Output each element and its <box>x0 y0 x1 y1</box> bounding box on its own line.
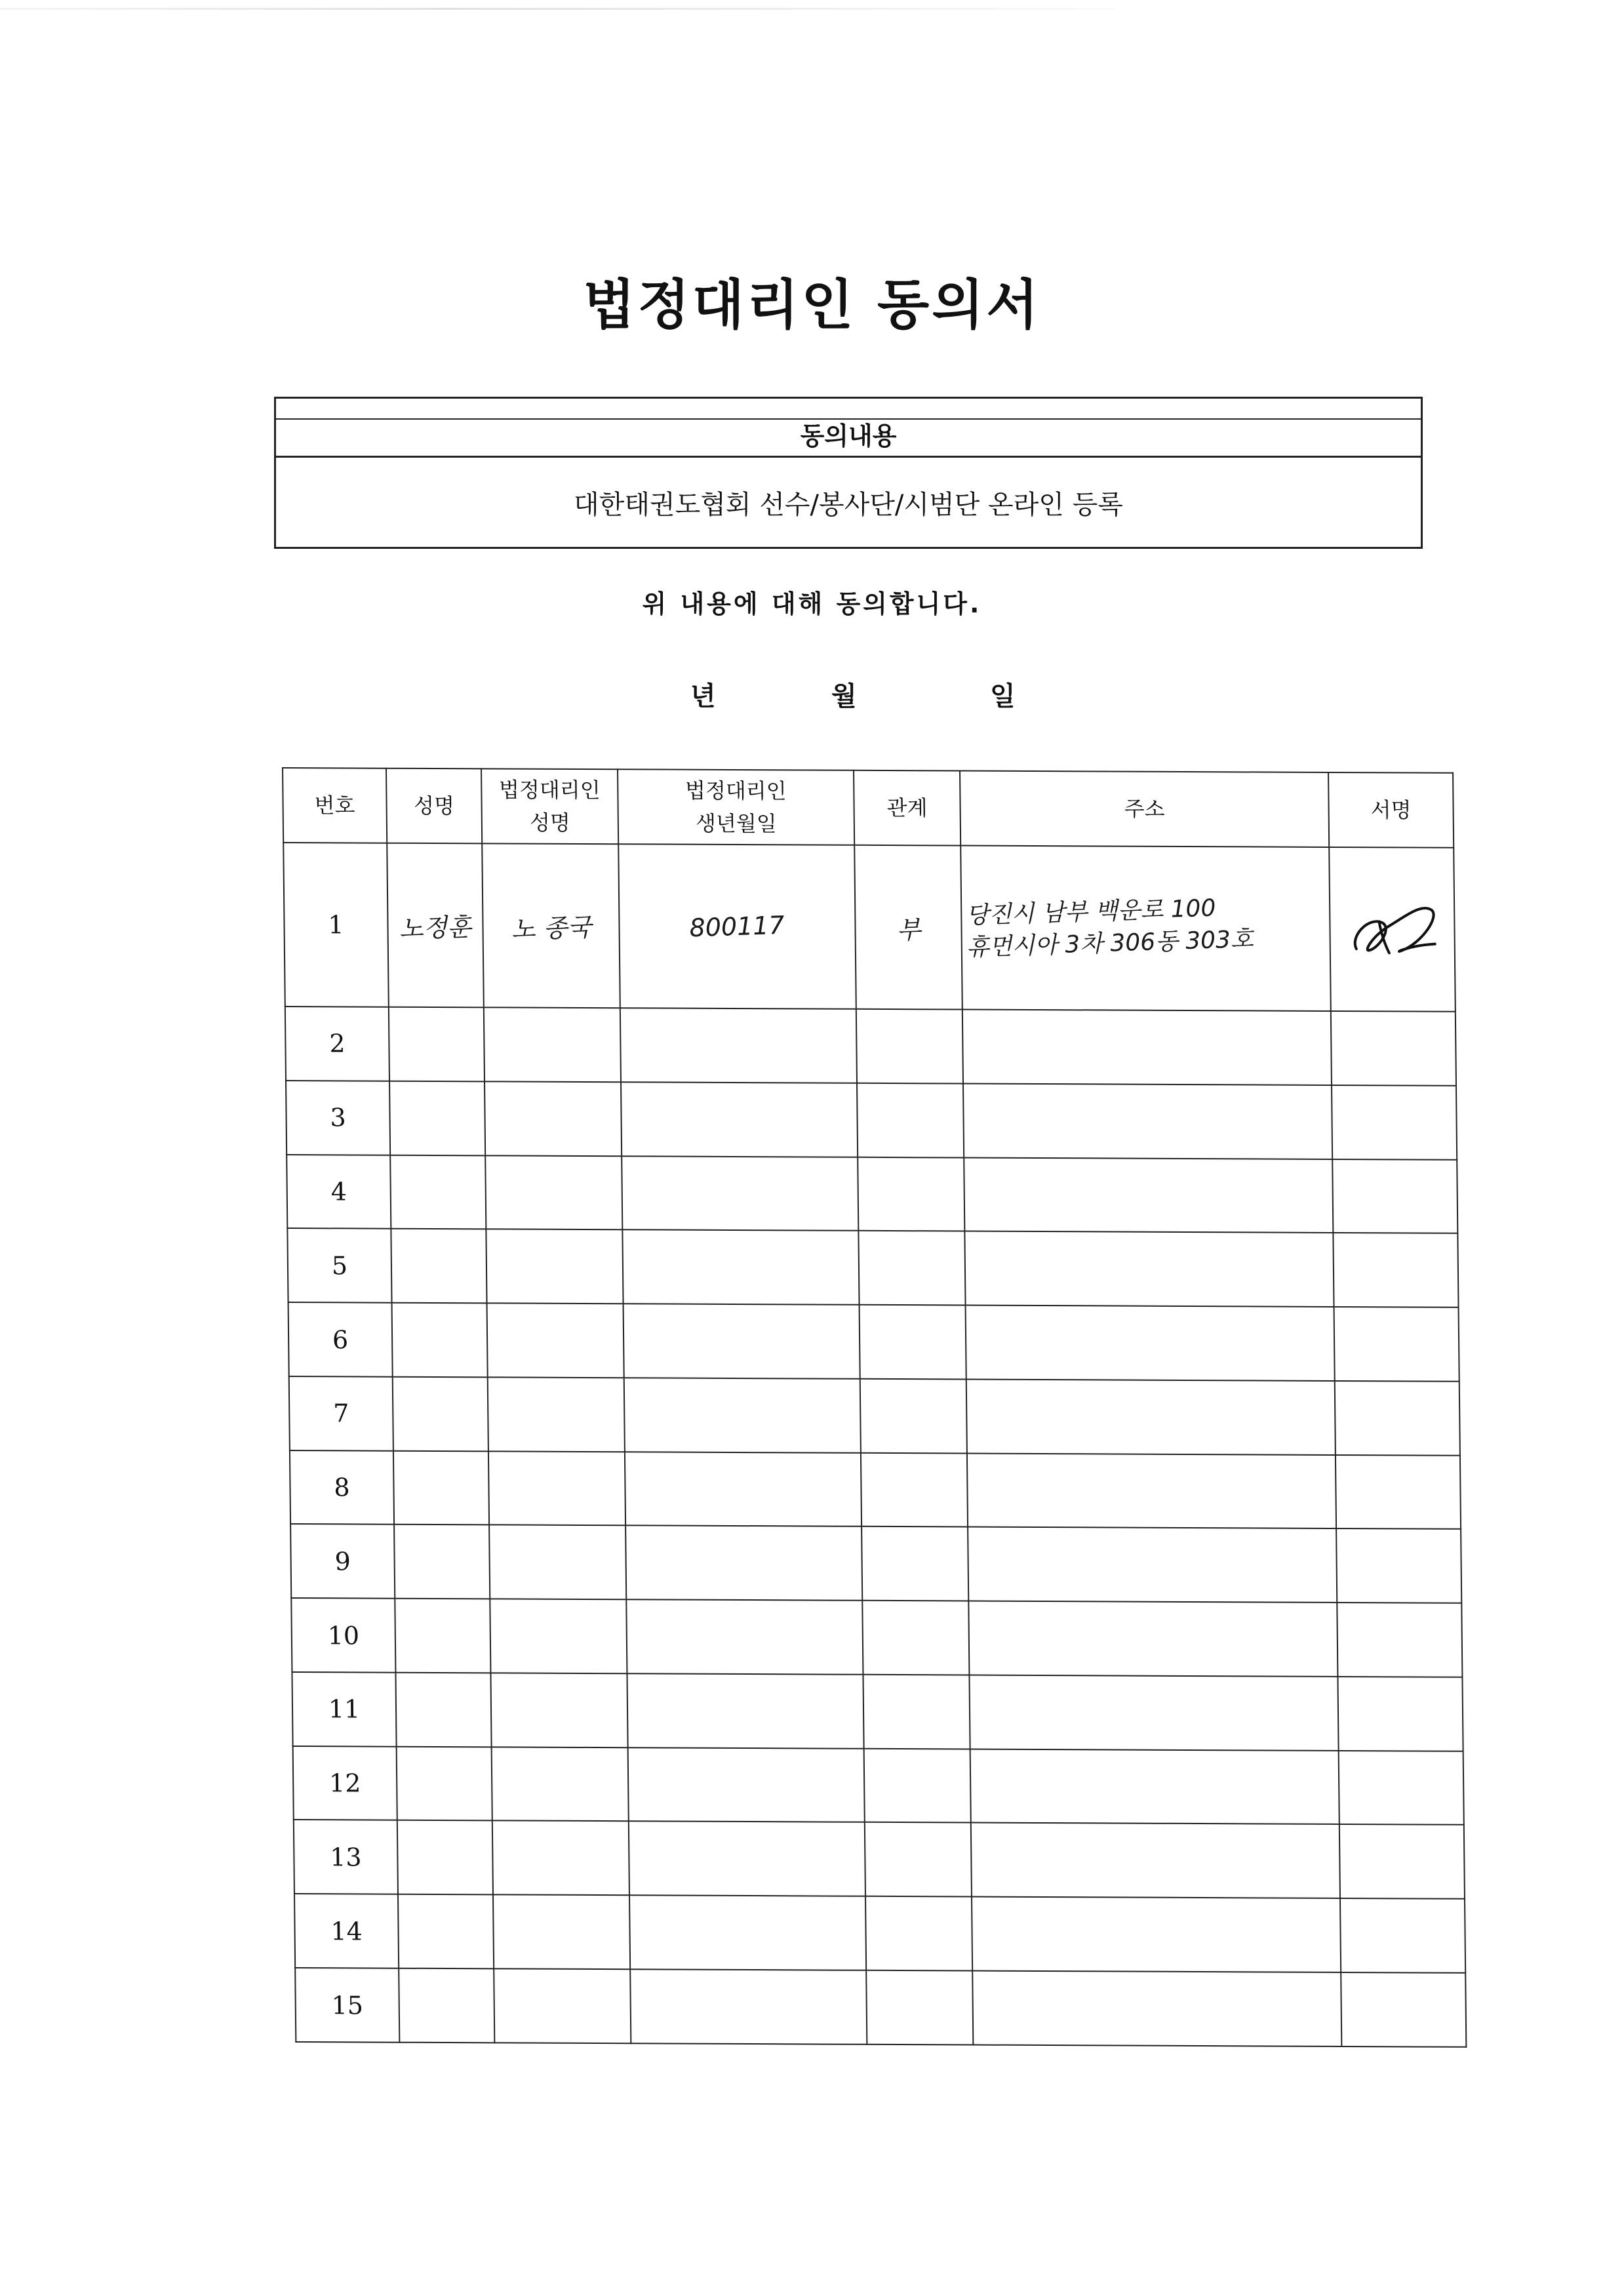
consent-content-body: 대한태권도협회 선수/봉사단/시범단 온라인 등록 <box>574 489 1123 520</box>
table-row <box>285 1007 1456 1086</box>
table-row <box>283 843 1456 1012</box>
handwritten-address <box>961 846 1331 1012</box>
guardian-table-wrapper <box>282 767 1465 2048</box>
table-row <box>287 1155 1457 1234</box>
header-no: 번호 <box>283 768 387 843</box>
row-number: 15 <box>295 1968 399 2043</box>
table-row <box>288 1302 1459 1382</box>
signature-cell <box>1329 847 1456 1012</box>
row-number: 4 <box>287 1155 391 1229</box>
table-row <box>295 1968 1466 2047</box>
row-number: 6 <box>288 1302 393 1376</box>
document-title: 법정대리인 동의서 <box>583 274 1041 336</box>
handwritten-signature-icon <box>1343 896 1442 963</box>
table-row <box>291 1598 1462 1677</box>
handwritten-guardian-name: 노 종국 <box>482 843 620 1008</box>
address-line-1: 당진시 남부 백운로 100 <box>965 894 1217 930</box>
consent-content-box <box>274 397 1423 549</box>
row-number: 7 <box>289 1376 393 1450</box>
handwritten-relation: 부 <box>854 845 962 1010</box>
table-row <box>294 1894 1465 1973</box>
table-row <box>292 1672 1463 1751</box>
table-row <box>290 1524 1461 1603</box>
row-number: 14 <box>294 1894 399 1968</box>
header-signature: 서명 <box>1328 772 1454 848</box>
table-header-row <box>283 768 1454 848</box>
table-row <box>293 1746 1464 1826</box>
table-row <box>290 1450 1461 1530</box>
guardian-consent-table <box>282 767 1467 2048</box>
header-name: 성명 <box>386 768 482 844</box>
header-guardian-name: 법정대리인 성명 <box>481 768 618 844</box>
row-number: 11 <box>292 1672 396 1746</box>
table-row <box>289 1376 1460 1456</box>
row-number: 2 <box>285 1007 389 1081</box>
consent-content-header <box>276 399 1421 458</box>
row-number: 8 <box>290 1450 394 1525</box>
header-address: 주소 <box>960 771 1329 847</box>
row-number: 12 <box>293 1746 397 1820</box>
row-number: 3 <box>286 1081 390 1155</box>
table-row <box>294 1820 1465 1899</box>
table-row <box>286 1081 1457 1160</box>
header-guardian-birth: 법정대리인 생년월일 <box>618 769 854 845</box>
row-number: 13 <box>294 1820 398 1894</box>
date-day-label: 일 <box>990 681 1016 711</box>
row-number: 1 <box>283 843 389 1007</box>
agreement-statement: 위 내용에 대해 동의합니다. <box>642 589 982 618</box>
row-number: 10 <box>291 1598 395 1672</box>
handwritten-name: 노정훈 <box>387 843 484 1008</box>
date-month-label: 월 <box>831 681 857 711</box>
header-relation: 관계 <box>854 770 961 846</box>
table-row <box>287 1228 1458 1307</box>
row-number: 9 <box>290 1524 395 1598</box>
scan-artifact-line <box>0 8 1115 10</box>
consent-header-label: 동의내용 <box>800 422 897 450</box>
handwritten-guardian-birth: 800117 <box>618 844 856 1009</box>
address-line-2: 휴먼시아 3차 306동 303호 <box>966 925 1254 962</box>
date-year-label: 년 <box>690 681 716 711</box>
row-number: 5 <box>287 1228 391 1302</box>
